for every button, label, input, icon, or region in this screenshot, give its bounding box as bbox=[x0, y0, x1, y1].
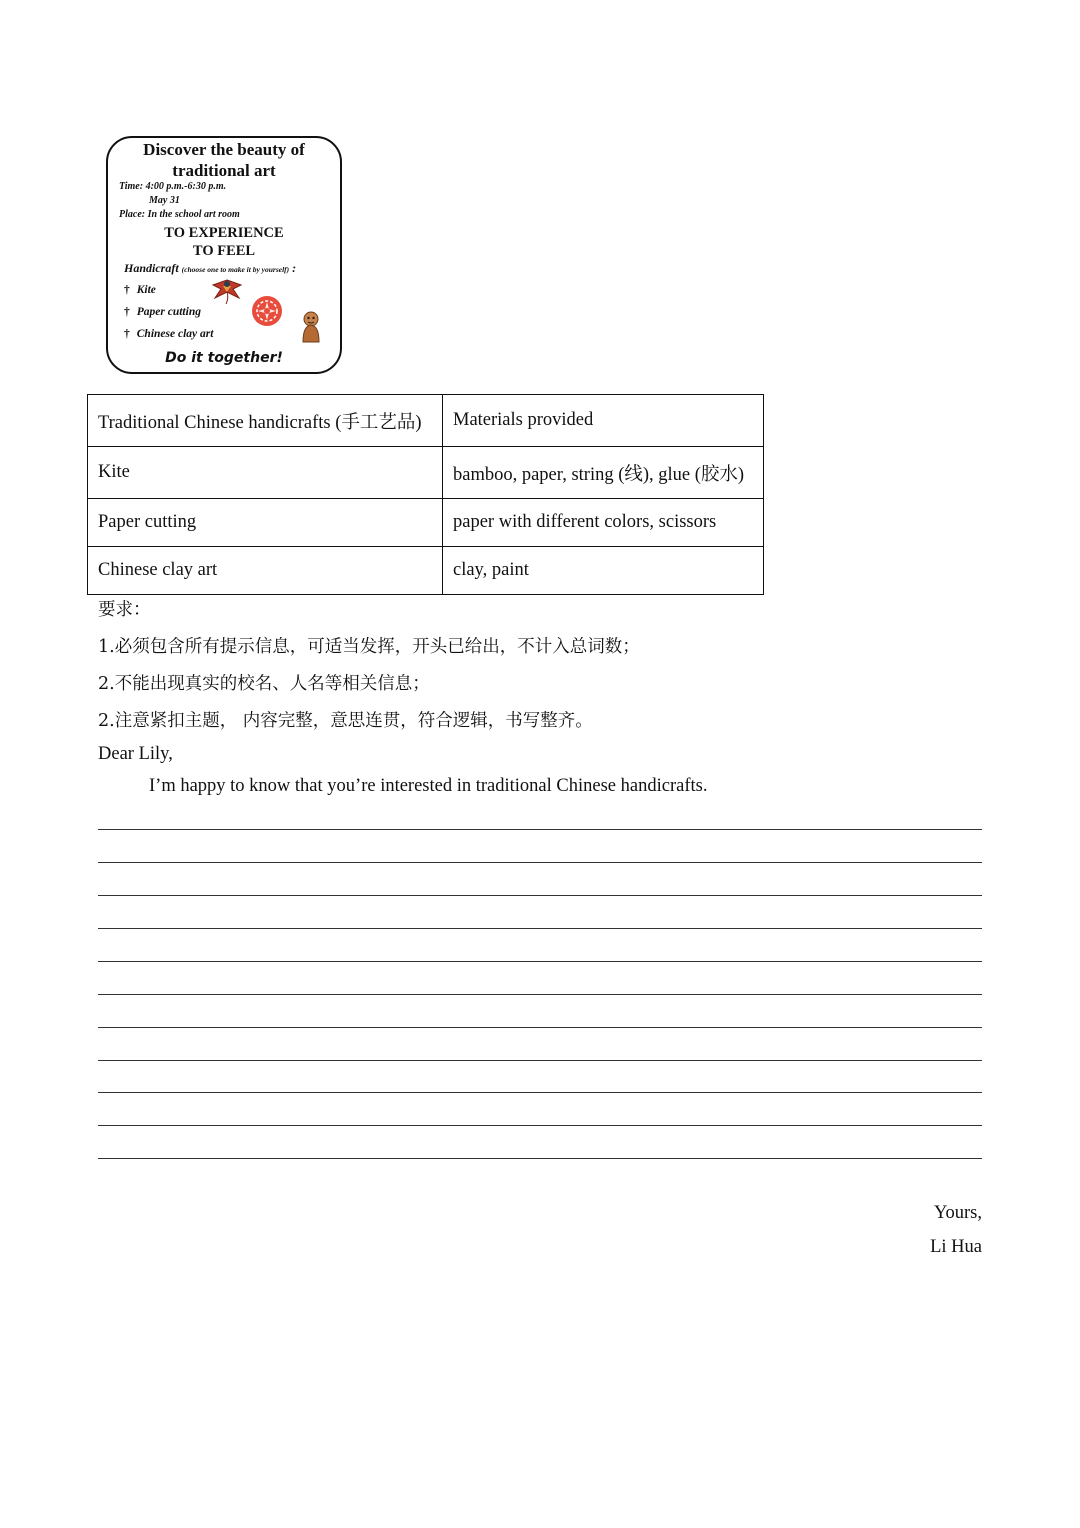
table-header-cell: Traditional Chinese handicrafts (手工艺品) bbox=[88, 395, 443, 447]
handicraft-label: Handicraft bbox=[124, 261, 179, 275]
writing-line[interactable] bbox=[98, 994, 982, 995]
table-cell: Kite bbox=[88, 447, 443, 499]
poster-slogan: Do it together! bbox=[165, 350, 283, 366]
letter-signature: Li Hua bbox=[930, 1237, 982, 1257]
poster-date: May 31 bbox=[149, 195, 180, 206]
writing-line[interactable] bbox=[98, 1092, 982, 1093]
writing-line[interactable] bbox=[98, 1060, 982, 1061]
requirement-item: 2.不能出现真实的校名、人名等相关信息； bbox=[98, 674, 430, 694]
table-header-row bbox=[88, 395, 764, 447]
poster-handicraft-heading bbox=[124, 261, 296, 276]
bullet-icon: † bbox=[124, 284, 130, 296]
writing-line[interactable] bbox=[98, 928, 982, 929]
bullet-icon: † bbox=[124, 306, 130, 318]
writing-line[interactable] bbox=[98, 895, 982, 896]
handicraft-note: (choose one to make it by yourself) bbox=[181, 265, 290, 274]
poster-title-line1: Discover the beauty of bbox=[143, 140, 305, 159]
table-cell: Paper cutting bbox=[88, 499, 443, 547]
table-row bbox=[88, 447, 764, 499]
paper-cutting-icon bbox=[250, 294, 284, 328]
writing-line[interactable] bbox=[98, 961, 982, 962]
requirement-item: 2.注意紧扣主题， 内容完整，意思连贯，符合逻辑，书写整齐。 bbox=[98, 711, 593, 731]
letter-greeting: Dear Lily, bbox=[98, 744, 173, 764]
writing-line[interactable] bbox=[98, 1125, 982, 1126]
table-header-cell: Materials provided bbox=[443, 395, 764, 447]
poster-item-paper-cutting: † Paper cutting bbox=[124, 306, 201, 318]
writing-line[interactable] bbox=[98, 862, 982, 863]
table-row bbox=[88, 547, 764, 595]
table-row bbox=[88, 499, 764, 547]
requirements-heading: 要求： bbox=[98, 600, 151, 620]
kite-icon bbox=[209, 276, 245, 306]
clay-figure-icon bbox=[300, 310, 322, 344]
poster-title-line2: traditional art bbox=[172, 161, 276, 180]
poster-item-clay-art: † Chinese clay art bbox=[124, 328, 214, 340]
poster-time: Time: 4:00 p.m.-6:30 p.m. bbox=[119, 181, 227, 192]
table-cell: clay, paint bbox=[443, 547, 764, 595]
letter-closing: Yours, bbox=[934, 1203, 982, 1223]
bullet-icon: † bbox=[124, 328, 130, 340]
poster-caption-experience: TO EXPERIENCE bbox=[164, 225, 284, 241]
letter-opening: I’m happy to know that you’re interested in traditional Chinese handicrafts. bbox=[149, 776, 708, 796]
handicraft-materials-table bbox=[87, 394, 764, 595]
writing-line[interactable] bbox=[98, 1027, 982, 1028]
poster-item-kite: † Kite bbox=[124, 284, 156, 296]
handicraft-colon: : bbox=[289, 261, 297, 275]
writing-line[interactable] bbox=[98, 829, 982, 830]
writing-line[interactable] bbox=[98, 1158, 982, 1159]
table-cell: Chinese clay art bbox=[88, 547, 443, 595]
event-poster bbox=[106, 136, 342, 374]
table-cell: paper with different colors, scissors bbox=[443, 499, 764, 547]
poster-place: Place: In the school art room bbox=[119, 209, 240, 220]
requirement-item: 1.必须包含所有提示信息，可适当发挥，开头已给出，不计入总词数； bbox=[98, 637, 640, 657]
poster-caption-feel: TO FEEL bbox=[192, 243, 256, 259]
table-cell: bamboo, paper, string (线), glue (胶水) bbox=[443, 447, 764, 499]
